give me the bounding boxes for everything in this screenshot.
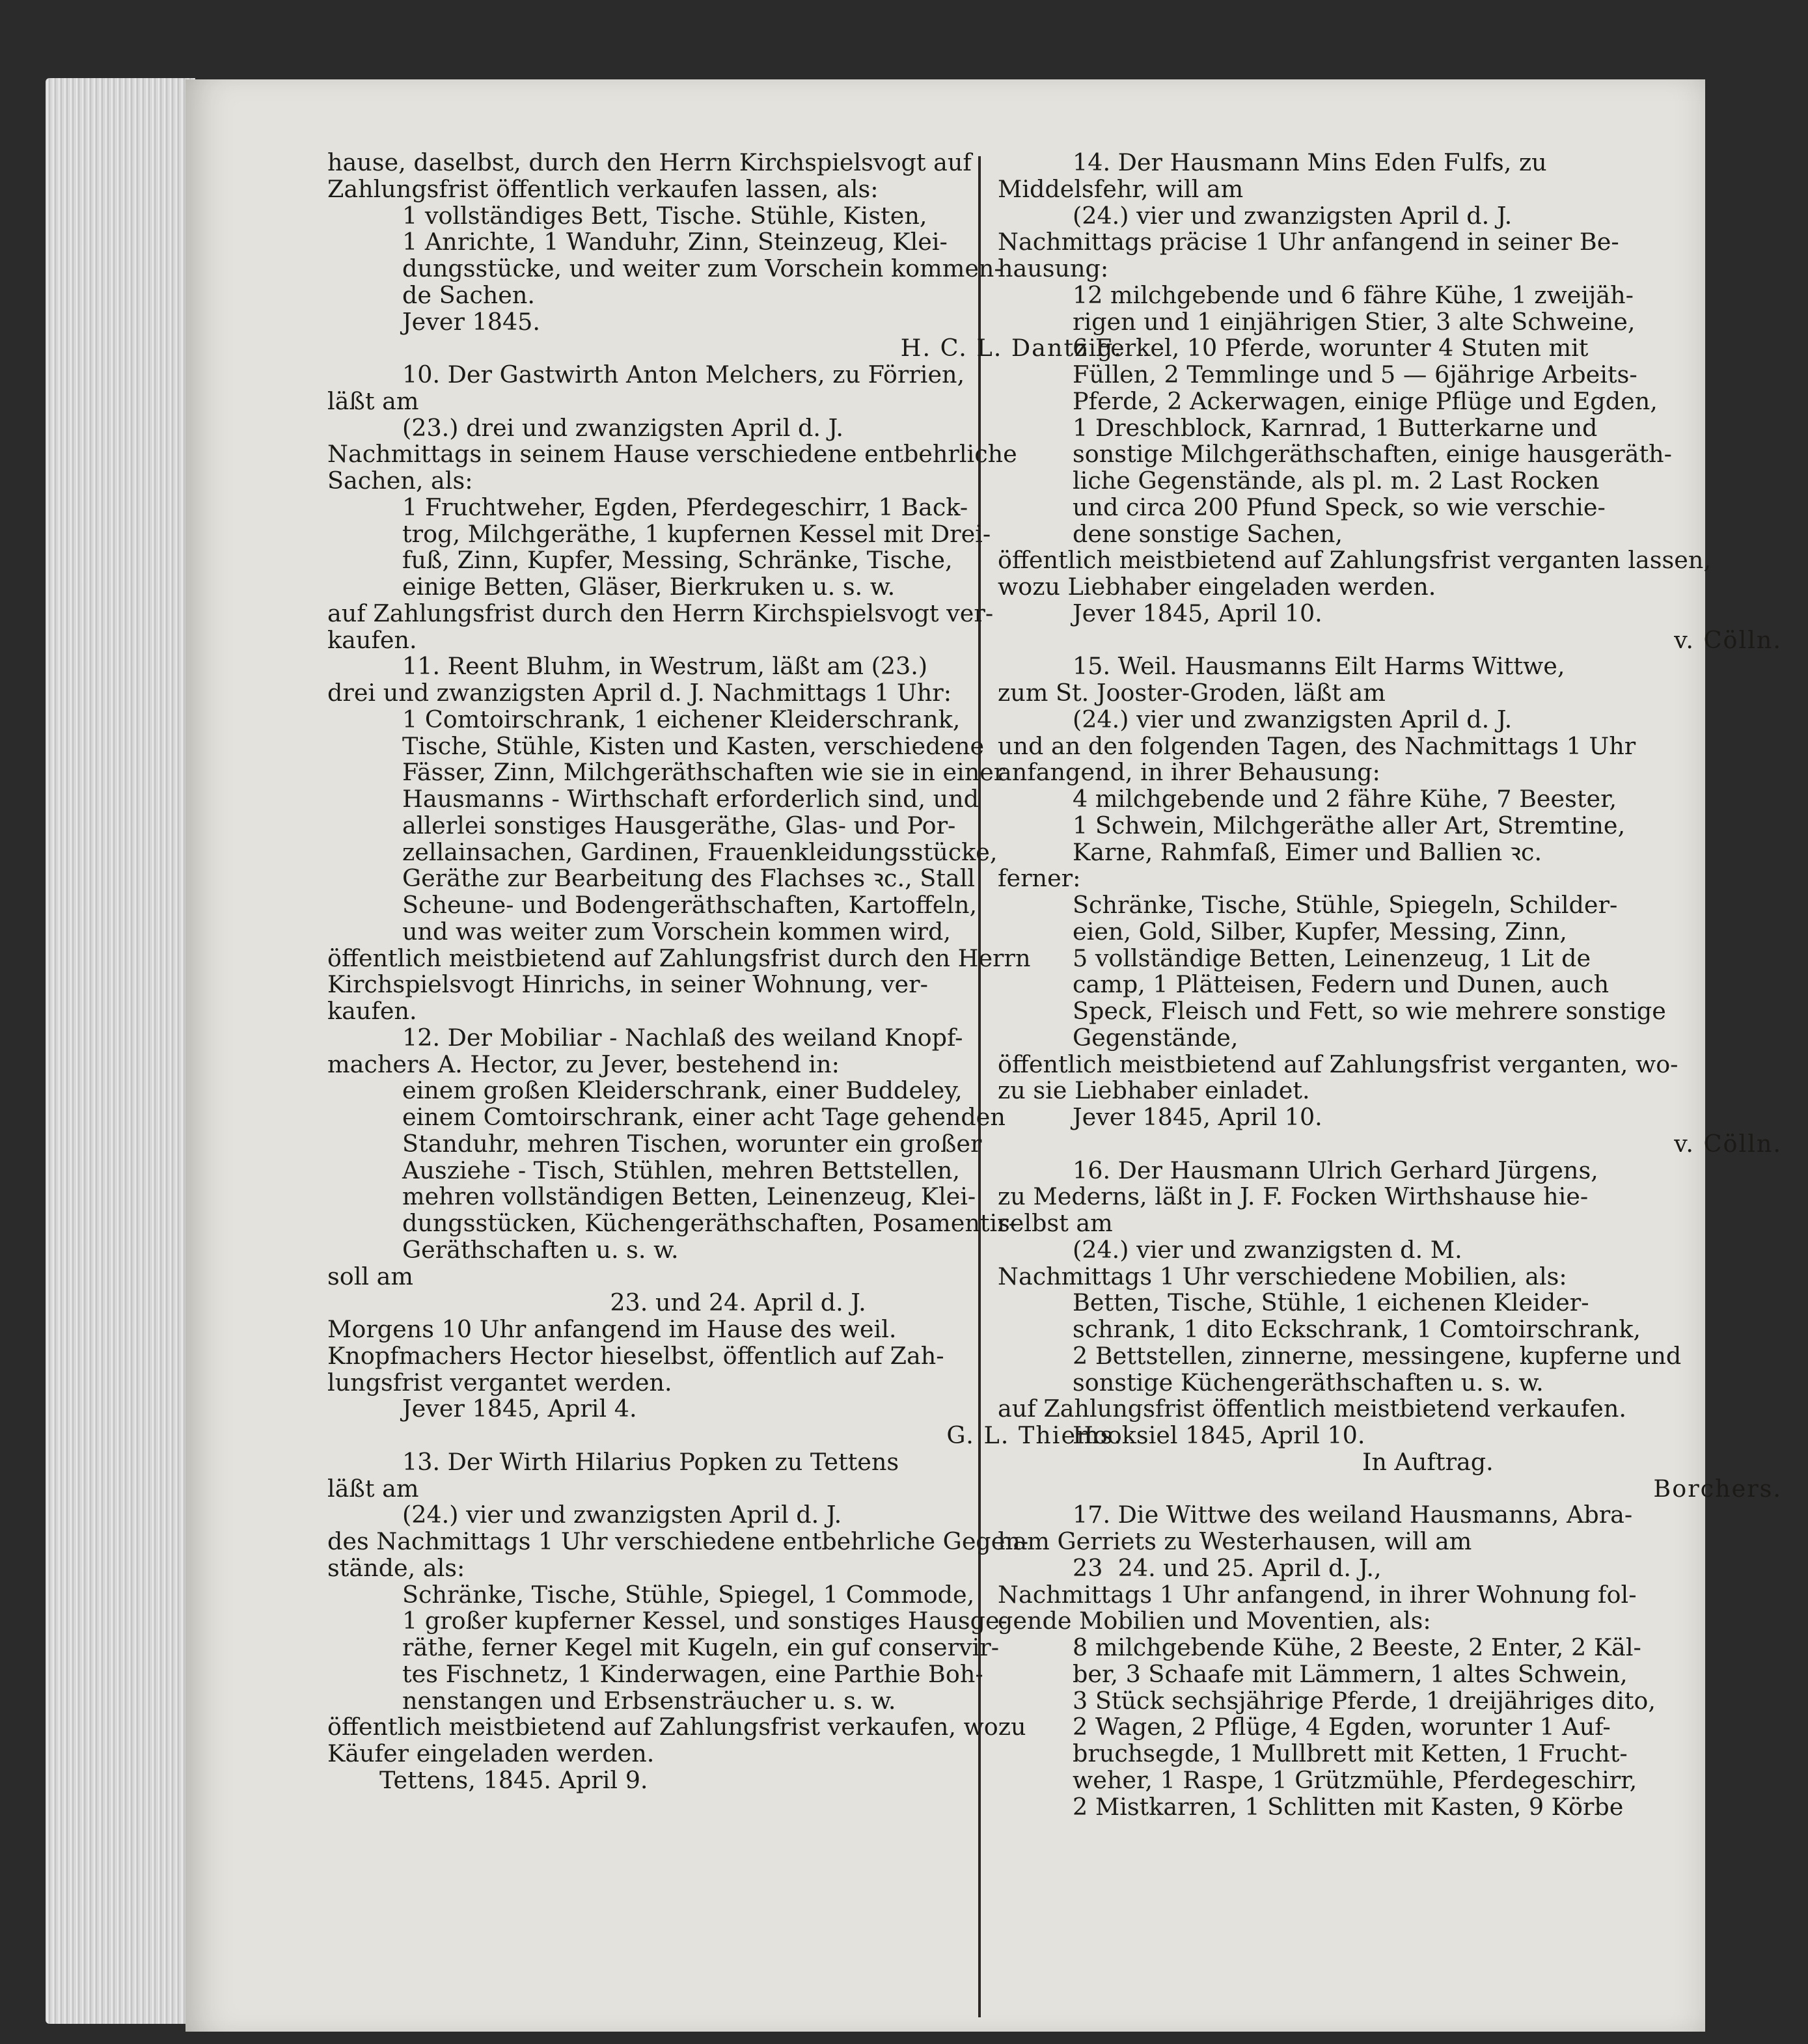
list-line: und was weiter zum Vorschein kommen wird, [402, 917, 951, 946]
list-line: 8 milchgebende Kühe, 2 Beeste, 2 Enter, 2 Käl- [1073, 1633, 1641, 1661]
text-line: des Nachmittags 1 Uhr verschiedene entbehrliche Gegen- [327, 1527, 1029, 1555]
auction-date: (24.) vier und zwanzigsten April d. J. [1073, 705, 1513, 733]
text-line: drei und zwanzigsten April d. J. Nachmittags 1 Uhr: [327, 679, 952, 707]
place-date: Jever 1845, April 4. [402, 1395, 637, 1423]
auction-date: (23.) drei und zwanzigsten April d. J. [402, 413, 844, 442]
list-line: tes Fischnetz, 1 Kinderwagen, eine Parthie Boh- [402, 1659, 983, 1688]
notice-14 [998, 150, 1808, 653]
list-line: einige Betten, Gläser, Bierkruken u. s. w. [402, 573, 896, 601]
text-line: Kirchspielsvogt Hinrichs, in seiner Wohnung, ver- [327, 970, 928, 999]
scanned-page [185, 79, 1782, 2032]
list-line: 6 Ferkel, 10 Pferde, worunter 4 Stuten mit [1073, 334, 1589, 362]
commission-note: In Auftrag. [1362, 1447, 1494, 1476]
text-line: soll am [327, 1262, 414, 1290]
list-line: räthe, ferner Kegel mit Kugeln, ein guf conservir- [402, 1633, 1000, 1661]
list-line: 2 Wagen, 2 Pflüge, 4 Egden, worunter 1 Auf- [1073, 1713, 1611, 1741]
text-line: 15. Weil. Hausmanns Eilt Harms Wittwe, [1073, 652, 1565, 681]
list-line: zellainsachen, Gardinen, Frauenkleidungsstücke, [402, 838, 998, 866]
text-line: und an den folgenden Tagen, des Nachmittags 1 Uhr [998, 731, 1636, 760]
text-line: Middelsfehr, will am [998, 174, 1244, 203]
text-line: hausung: [998, 254, 1109, 282]
text-line: Käufer eingeladen werden. [327, 1739, 655, 1767]
text-line: kaufen. [327, 997, 417, 1025]
text-line: 10. Der Gastwirth Anton Melchers, zu Förrien, [402, 361, 965, 388]
text-line: Nachmittags in seinem Hause verschiedene entbehrliche [327, 440, 1017, 469]
list-line: mehren vollständigen Betten, Leinenzeug, Klei- [402, 1182, 976, 1211]
list-line: 1 Anrichte, 1 Wanduhr, Zinn, Steinzeug, Klei- [402, 228, 948, 256]
list-line: 1 Schwein, Milchgeräthe aller Art, Stremtine, [1073, 811, 1626, 839]
auction-date: 23 24. und 25. April d. J., [1073, 1553, 1382, 1582]
text-line: zu sie Liebhaber einladet. [998, 1076, 1310, 1105]
notice-15 [998, 653, 1808, 1157]
list-line: Speck, Fleisch und Fett, so wie mehrere sonstige [1073, 997, 1666, 1025]
text-line: öffentlich meistbietend auf Zahlungsfrist verkaufen, wozu [327, 1713, 1026, 1741]
notice-17 [998, 1502, 1808, 1820]
place-date: Jever 1845, April 10. [1073, 1103, 1322, 1131]
list-line: 4 milchgebende und 2 fähre Kühe, 7 Beester, [1073, 785, 1617, 813]
text-line: Sachen, als: [327, 467, 473, 495]
place-date: Jever 1845. [402, 307, 540, 336]
list-line: 1 Dreschblock, Karnrad, 1 Butterkarne und [1073, 413, 1598, 442]
text-line: öffentlich meistbietend auf Zahlungsfrist durch den Herrn [327, 944, 1031, 972]
book-page-edges [46, 78, 195, 2024]
text-line: zu Mederns, läßt in J. F. Focken Wirthshause hie- [998, 1182, 1589, 1211]
list-line: Füllen, 2 Temmlinge und 5 — 6jährige Arbeits- [1073, 361, 1637, 388]
place-date: Tettens, 1845. April 9. [379, 1765, 648, 1794]
text-line: Zahlungsfrist öffentlich verkaufen lassen, als: [327, 174, 879, 203]
list-line: eien, Gold, Silber, Kupfer, Messing, Zinn, [1073, 917, 1567, 946]
list-line: Schränke, Tische, Stühle, Spiegel, 1 Commode, [402, 1580, 975, 1609]
list-line: Standuhr, mehren Tischen, worunter ein großer [402, 1129, 982, 1158]
list-line: liche Gegenstände, als pl. m. 2 Last Rocken [1073, 467, 1600, 495]
text-line: wozu Liebhaber eingeladen werden. [998, 573, 1436, 601]
list-line: bruchsegde, 1 Mullbrett mit Ketten, 1 Frucht- [1073, 1739, 1628, 1767]
text-line: läßt am [327, 387, 419, 415]
text-line: 13. Der Wirth Hilarius Popken zu Tettens [402, 1447, 899, 1476]
list-line: weher, 1 Raspe, 1 Grützmühle, Pferdegeschirr, [1073, 1765, 1637, 1794]
list-line: 5 vollständige Betten, Leinenzeug, 1 Lit de [1073, 944, 1591, 972]
signature: v. Cölln. [1674, 1129, 1782, 1158]
list-line: Geräthschaften u. s. w. [402, 1235, 679, 1264]
list-line: dene sonstige Sachen, [1073, 519, 1343, 548]
text-line: ferner: [998, 864, 1081, 893]
signature: v. Cölln. [1674, 625, 1782, 654]
list-line: Geräthe zur Bearbeitung des Flachses ꝛc., Stall [402, 864, 976, 893]
list-line: 1 vollständiges Bett, Tische. Stühle, Kisten, [402, 201, 927, 230]
list-line: fuß, Zinn, Kupfer, Messing, Schränke, Tische, [402, 546, 953, 575]
text-line: selbst am [998, 1209, 1113, 1237]
list-line: 2 Bettstellen, zinnerne, messingene, kupferne und [1073, 1341, 1682, 1370]
list-line: dungsstücken, Küchengeräthschaften, Posamentir- [402, 1209, 1017, 1237]
place-date: Jever 1845, April 10. [1073, 599, 1322, 627]
text-line: 16. Der Hausmann Ulrich Gerhard Jürgens, [1073, 1156, 1598, 1184]
list-line: Tische, Stühle, Kisten und Kasten, verschiedene [402, 731, 985, 760]
text-line: Morgens 10 Uhr anfangend im Hause des weil. [327, 1315, 897, 1343]
text-line: Nachmittags präcise 1 Uhr anfangend in seiner Be- [998, 228, 1619, 256]
list-line: und circa 200 Pfund Speck, so wie verschie- [1073, 493, 1606, 521]
list-line: Scheune- und Bodengeräthschaften, Kartoffeln, [402, 891, 978, 919]
signature: G. L. Thiems. [946, 1421, 1123, 1449]
list-line: Hausmanns - Wirthschaft erforderlich sind, und [402, 785, 979, 813]
auction-date: (24.) vier und zwanzigsten April d. J. [402, 1501, 842, 1529]
list-line: 1 großer kupferner Kessel, und sonstiges Hausge- [402, 1607, 1007, 1635]
text-line: läßt am [327, 1474, 419, 1503]
text-line: 11. Reent Bluhm, in Westrum, läßt am (23.) [402, 652, 928, 681]
list-line: einem Comtoirschrank, einer acht Tage gehenden [402, 1103, 1006, 1131]
list-line: trog, Milchgeräthe, 1 kupfernen Kessel mit Drei- [402, 519, 991, 548]
list-line: 2 Mistkarren, 1 Schlitten mit Kasten, 9 Körbe [1073, 1792, 1624, 1821]
text-line: lungsfrist vergantet werden. [327, 1368, 672, 1397]
list-line: Betten, Tische, Stühle, 1 eichenen Kleider- [1073, 1288, 1589, 1317]
text-line: Knopfmachers Hector hieselbst, öffentlich auf Zah- [327, 1341, 944, 1370]
list-line: sonstige Küchengeräthschaften u. s. w. [1073, 1368, 1544, 1397]
list-line: Fässer, Zinn, Milchgeräthschaften wie sie in einer [402, 758, 1006, 787]
signature: H. C. L. Dantzig. [900, 334, 1123, 362]
text-line: Nachmittags 1 Uhr anfangend, in ihrer Wohnung fol- [998, 1580, 1637, 1609]
list-line: sonstige Milchgeräthschaften, einige hausgeräth- [1073, 440, 1673, 469]
text-line: gende Mobilien und Moventien, als: [998, 1607, 1431, 1635]
text-line: 14. Der Hausmann Mins Eden Fulfs, zu [1073, 148, 1547, 176]
list-line: Schränke, Tische, Stühle, Spiegeln, Schilder- [1073, 891, 1618, 919]
list-line: de Sachen. [402, 280, 535, 309]
list-line: nenstangen und Erbsensträucher u. s. w. [402, 1686, 896, 1715]
text-line: Nachmittags 1 Uhr verschiedene Mobilien, als: [998, 1262, 1567, 1290]
text-line: öffentlich meistbietend auf Zahlungsfrist verganten lassen, [998, 546, 1711, 575]
right-column [998, 150, 1808, 1820]
text-line: ham Gerriets zu Westerhausen, will am [998, 1527, 1472, 1555]
list-line: ber, 3 Schaafe mit Lämmern, 1 altes Schwein, [1073, 1659, 1628, 1688]
list-line: dungsstücke, und weiter zum Vorschein kommen- [402, 254, 1002, 282]
list-line: Gegenstände, [1073, 1023, 1239, 1052]
text-line: kaufen. [327, 625, 417, 654]
text-line: auf Zahlungsfrist öffentlich meistbietend verkaufen. [998, 1395, 1626, 1423]
list-line: 1 Fruchtweher, Egden, Pferdegeschirr, 1 Back- [402, 493, 968, 521]
text-line: 17. Die Wittwe des weiland Hausmanns, Abra- [1073, 1501, 1633, 1529]
list-line: Ausziehe - Tisch, Stühlen, mehren Bettstellen, [402, 1156, 961, 1184]
text-line: zum St. Jooster-Groden, läßt am [998, 679, 1386, 707]
list-line: allerlei sonstiges Hausgeräthe, Glas- und Por- [402, 811, 956, 839]
text-line: auf Zahlungsfrist durch den Herrn Kirchspielsvogt ver- [327, 599, 994, 627]
text-line: öffentlich meistbietend auf Zahlungsfrist verganten, wo- [998, 1050, 1678, 1078]
text-line: 12. Der Mobiliar - Nachlaß des weiland Knopf- [402, 1023, 963, 1052]
auction-date: (24.) vier und zwanzigsten d. M. [1073, 1235, 1462, 1264]
list-line: einem großen Kleiderschrank, einer Buddeley, [402, 1076, 963, 1105]
notice-16 [998, 1158, 1808, 1503]
list-line: 3 Stück sechsjährige Pferde, 1 dreijähriges dito, [1073, 1686, 1656, 1715]
text-line: anfangend, in ihrer Behausung: [998, 758, 1380, 787]
auction-date: 23. und 24. April d. J. [610, 1288, 866, 1317]
place-date: Hooksiel 1845, April 10. [1073, 1421, 1365, 1449]
list-line: camp, 1 Plätteisen, Federn und Dunen, auch [1073, 970, 1609, 999]
text-line: hause, daselbst, durch den Herrn Kirchspielsvogt auf [327, 148, 972, 176]
text-line: machers A. Hector, zu Jever, bestehend in: [327, 1050, 840, 1078]
list-line: Pferde, 2 Ackerwagen, einige Pflüge und Egden, [1073, 387, 1658, 415]
list-line: Karne, Rahmfaß, Eimer und Ballien ꝛc. [1073, 838, 1542, 866]
auction-date: (24.) vier und zwanzigsten April d. J. [1073, 201, 1513, 230]
list-line: 12 milchgebende und 6 fähre Kühe, 1 zweijäh- [1073, 280, 1634, 309]
list-line: rigen und 1 einjährigen Stier, 3 alte Schweine, [1073, 307, 1636, 336]
list-line: 1 Comtoirschrank, 1 eichener Kleiderschrank, [402, 705, 961, 733]
list-line: schrank, 1 dito Eckschrank, 1 Comtoirschrank, [1073, 1315, 1641, 1343]
signature: Borchers. [1653, 1474, 1782, 1503]
text-line: stände, als: [327, 1553, 465, 1582]
